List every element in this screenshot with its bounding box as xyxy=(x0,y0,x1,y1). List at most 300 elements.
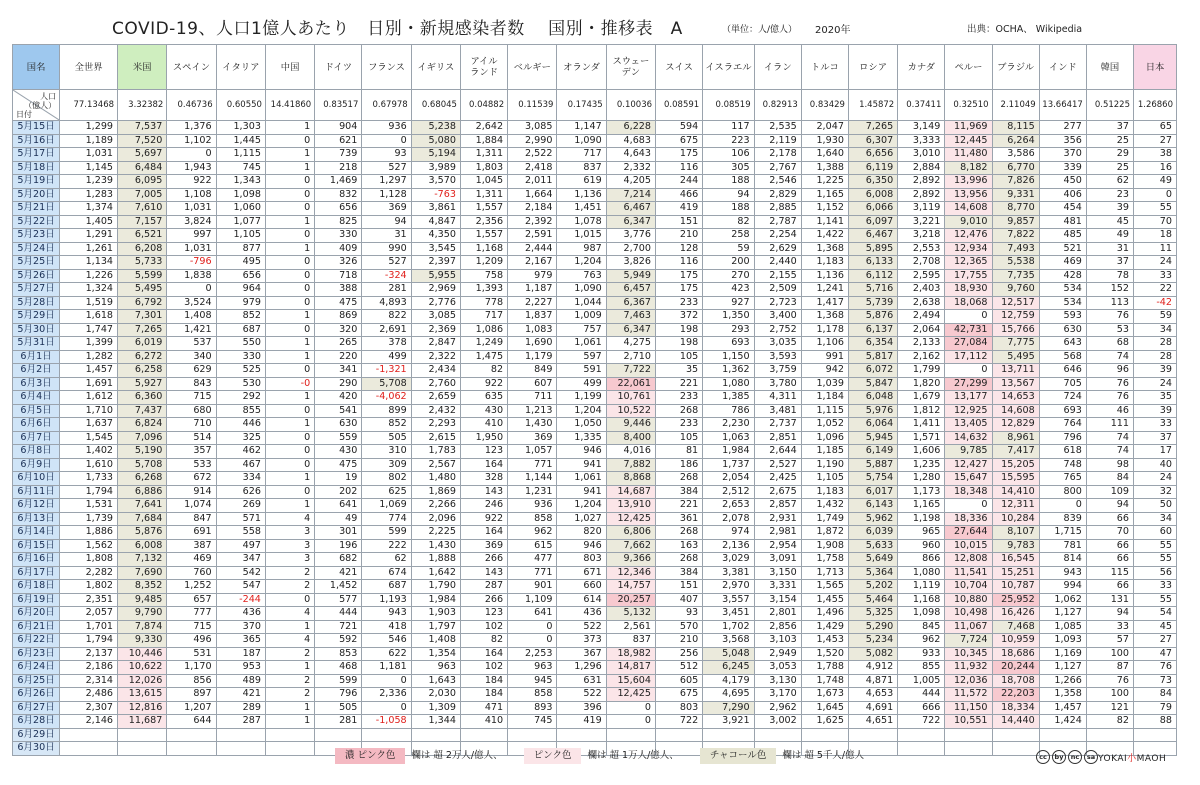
table-row xyxy=(13,175,1177,189)
value-cell: 7,610 xyxy=(118,202,167,216)
value-cell: 893 xyxy=(508,701,557,715)
value-cell: 0 xyxy=(265,296,314,310)
value-cell: 1 xyxy=(265,418,314,432)
value-cell: 1,152 xyxy=(801,202,848,216)
value-cell: 718 xyxy=(315,269,362,283)
value-cell: 2,162 xyxy=(898,350,945,364)
population-cell: 2.11049 xyxy=(992,90,1039,121)
value-cell: 221 xyxy=(656,499,703,513)
value-cell: 269 xyxy=(216,499,265,513)
value-cell: 233 xyxy=(656,418,703,432)
value-cell: 2,509 xyxy=(754,283,801,297)
value-cell: 2,444 xyxy=(508,242,557,256)
value-cell: 82 xyxy=(460,634,507,648)
value-cell: 960 xyxy=(898,539,945,553)
value-cell: 597 xyxy=(557,350,606,364)
value-cell: 2,857 xyxy=(754,499,801,513)
value-cell: 19 xyxy=(315,472,362,486)
value-cell: 39 xyxy=(1134,404,1177,418)
value-cell: 1,430 xyxy=(411,539,460,553)
value-cell: 2,710 xyxy=(606,350,655,364)
value-cell: 568 xyxy=(1039,350,1086,364)
value-cell xyxy=(411,728,460,742)
table-row xyxy=(13,661,1177,675)
value-cell: 475 xyxy=(315,458,362,472)
value-cell: 693 xyxy=(1039,404,1086,418)
value-cell: 59 xyxy=(703,242,754,256)
value-cell: 1,296 xyxy=(557,661,606,675)
population-cell: 0.17435 xyxy=(557,90,606,121)
value-cell: 781 xyxy=(1039,539,1086,553)
value-cell: 25 xyxy=(1086,134,1133,148)
value-cell: 25,952 xyxy=(992,593,1039,607)
value-cell: 837 xyxy=(557,161,606,175)
value-cell: 869 xyxy=(315,310,362,324)
value-cell: 963 xyxy=(508,661,557,675)
cases-table xyxy=(12,44,1177,756)
date-label: 日付 xyxy=(16,110,32,119)
value-cell: 131 xyxy=(1086,593,1133,607)
table-row xyxy=(13,688,1177,702)
value-cell: 1,812 xyxy=(898,404,945,418)
value-cell: 1,096 xyxy=(801,431,848,445)
value-cell: 739 xyxy=(315,148,362,162)
value-cell: 1,185 xyxy=(801,445,848,459)
date-cell: 5月16日 xyxy=(13,134,60,148)
value-cell: 186 xyxy=(656,458,703,472)
value-cell: 266 xyxy=(460,593,507,607)
value-cell: 3,130 xyxy=(754,674,801,688)
value-cell: 123 xyxy=(460,445,507,459)
value-cell: 47 xyxy=(1134,647,1177,661)
value-cell: 496 xyxy=(167,634,216,648)
value-cell: 14,608 xyxy=(945,202,992,216)
value-cell: 11,067 xyxy=(945,620,992,634)
value-cell: 1,062 xyxy=(1039,593,1086,607)
value-cell: 12,816 xyxy=(118,701,167,715)
value-cell: 682 xyxy=(315,553,362,567)
value-cell: 6,149 xyxy=(848,445,897,459)
value-cell: 901 xyxy=(508,580,557,594)
value-cell: 406 xyxy=(1039,188,1086,202)
value-cell: 143 xyxy=(460,485,507,499)
value-cell: 629 xyxy=(167,364,216,378)
value-cell: 1,204 xyxy=(557,404,606,418)
value-cell: 5,082 xyxy=(848,647,897,661)
value-cell: 2,293 xyxy=(411,418,460,432)
value-cell: 105 xyxy=(656,350,703,364)
value-cell: 12,311 xyxy=(992,499,1039,513)
value-cell: 421 xyxy=(216,688,265,702)
value-cell: 11,932 xyxy=(945,661,992,675)
value-cell: 2,644 xyxy=(754,445,801,459)
value-cell: 6,272 xyxy=(118,350,167,364)
value-cell: 9,857 xyxy=(992,215,1039,229)
value-cell: 1,545 xyxy=(60,431,118,445)
value-cell: 11 xyxy=(1134,242,1177,256)
value-cell: 1 xyxy=(265,715,314,729)
value-cell: 14,817 xyxy=(606,661,655,675)
value-cell: 7,735 xyxy=(992,269,1039,283)
value-cell: 4,893 xyxy=(362,296,411,310)
value-cell: 330 xyxy=(216,350,265,364)
value-cell: 5,495 xyxy=(118,283,167,297)
value-cell: 76 xyxy=(1086,377,1133,391)
date-cell: 6月26日 xyxy=(13,688,60,702)
value-cell: 10,622 xyxy=(118,661,167,675)
value-cell: 897 xyxy=(167,688,216,702)
value-cell: 40 xyxy=(1134,458,1177,472)
value-cell: 674 xyxy=(362,566,411,580)
value-cell: 1,393 xyxy=(460,283,507,297)
value-cell xyxy=(656,728,703,742)
value-cell: 715 xyxy=(167,391,216,405)
value-cell: 7,301 xyxy=(118,310,167,324)
value-cell: 175 xyxy=(656,269,703,283)
value-cell: 436 xyxy=(557,607,606,621)
value-cell: 55 xyxy=(1134,202,1177,216)
value-cell: 800 xyxy=(1039,485,1086,499)
value-cell: 5,817 xyxy=(848,350,897,364)
value-cell: 35 xyxy=(1134,391,1177,405)
value-cell: 6,095 xyxy=(118,175,167,189)
value-cell: 3,481 xyxy=(754,404,801,418)
value-cell: 2,146 xyxy=(60,715,118,729)
value-cell: 593 xyxy=(1039,310,1086,324)
value-cell: 5,464 xyxy=(848,593,897,607)
value-cell: 11,480 xyxy=(945,148,992,162)
value-cell: 745 xyxy=(216,161,265,175)
value-cell: 1,231 xyxy=(508,485,557,499)
value-cell: 5,876 xyxy=(848,310,897,324)
value-cell: 1,102 xyxy=(167,134,216,148)
value-cell: 5,962 xyxy=(848,512,897,526)
table-row xyxy=(13,134,1177,148)
value-cell: 1,803 xyxy=(460,161,507,175)
value-cell: 117 xyxy=(703,121,754,135)
table-row xyxy=(13,539,1177,553)
value-cell: 7,157 xyxy=(118,215,167,229)
value-cell: 542 xyxy=(216,566,265,580)
value-cell: -324 xyxy=(362,269,411,283)
value-cell: 3,381 xyxy=(703,566,754,580)
value-cell: 23 xyxy=(1086,188,1133,202)
value-cell: 10,551 xyxy=(945,715,992,729)
population-cell: 3.32382 xyxy=(118,90,167,121)
value-cell: 626 xyxy=(216,485,265,499)
value-cell: 1 xyxy=(265,391,314,405)
value-cell: 994 xyxy=(1039,580,1086,594)
value-cell: 467 xyxy=(216,458,265,472)
value-cell: -4,062 xyxy=(362,391,411,405)
value-cell: 765 xyxy=(1039,472,1086,486)
value-cell: 6,521 xyxy=(118,229,167,243)
value-cell: 1,362 xyxy=(703,364,754,378)
value-cell: 2,970 xyxy=(703,580,754,594)
value-cell: 202 xyxy=(315,485,362,499)
table-body xyxy=(13,121,1177,756)
value-cell: 2,737 xyxy=(754,418,801,432)
value-cell: 1,557 xyxy=(460,202,507,216)
value-cell: 12,425 xyxy=(606,512,655,526)
value-cell: 357 xyxy=(167,445,216,459)
value-cell: 5,048 xyxy=(703,647,754,661)
value-cell: 220 xyxy=(315,350,362,364)
value-cell: 20,244 xyxy=(992,661,1039,675)
value-cell: 2,351 xyxy=(60,593,118,607)
table-row xyxy=(13,607,1177,621)
value-cell: 3 xyxy=(265,539,314,553)
value-cell: 410 xyxy=(460,715,507,729)
value-cell: 46 xyxy=(1086,404,1133,418)
value-cell: 1,031 xyxy=(60,148,118,162)
table-row xyxy=(13,458,1177,472)
value-cell: 9,760 xyxy=(992,283,1039,297)
value-cell: 17,112 xyxy=(945,350,992,364)
value-cell: 1,430 xyxy=(508,418,557,432)
country-header: ブラジル xyxy=(992,45,1039,90)
value-cell: 527 xyxy=(362,161,411,175)
value-cell: 4,871 xyxy=(848,674,897,688)
value-cell: 39 xyxy=(1134,364,1177,378)
value-cell: 675 xyxy=(656,134,703,148)
value-cell: 13,405 xyxy=(945,418,992,432)
value-cell: 74 xyxy=(1086,350,1133,364)
value-cell: 9,783 xyxy=(992,539,1039,553)
value-cell: 6,484 xyxy=(118,161,167,175)
value-cell: 1,311 xyxy=(460,148,507,162)
value-cell: 1,261 xyxy=(60,242,118,256)
value-cell xyxy=(992,728,1039,742)
date-cell: 6月25日 xyxy=(13,674,60,688)
value-cell: 6,112 xyxy=(848,269,897,283)
country-header: 全世界 xyxy=(60,45,118,90)
value-cell: 1,562 xyxy=(60,539,118,553)
date-cell: 6月5日 xyxy=(13,404,60,418)
value-cell: 387 xyxy=(167,539,216,553)
value-cell: -1,058 xyxy=(362,715,411,729)
value-cell xyxy=(216,742,265,756)
value-cell: 1 xyxy=(265,161,314,175)
value-cell: 109 xyxy=(1086,485,1133,499)
date-cell: 5月23日 xyxy=(13,229,60,243)
value-cell: 1 xyxy=(265,472,314,486)
value-cell: 4,205 xyxy=(606,175,655,189)
population-cell: 0.46736 xyxy=(167,90,216,121)
value-cell: 11,572 xyxy=(945,688,992,702)
value-cell: 1,074 xyxy=(167,499,216,513)
table-row xyxy=(13,715,1177,729)
value-cell: 965 xyxy=(898,526,945,540)
value-cell: 1,061 xyxy=(557,472,606,486)
value-cell: 233 xyxy=(656,391,703,405)
value-cell: 1,758 xyxy=(801,553,848,567)
value-cell: 941 xyxy=(557,458,606,472)
value-cell: 18,930 xyxy=(945,283,992,297)
value-cell: 1,733 xyxy=(60,472,118,486)
value-cell: 365 xyxy=(216,634,265,648)
value-cell: 339 xyxy=(1039,161,1086,175)
value-cell: 853 xyxy=(315,647,362,661)
value-cell: 630 xyxy=(1039,323,1086,337)
value-cell: 14,687 xyxy=(606,485,655,499)
value-cell: 8,400 xyxy=(606,431,655,445)
value-cell: 6,019 xyxy=(118,337,167,351)
date-cell: 6月13日 xyxy=(13,512,60,526)
value-cell: 9,331 xyxy=(992,188,1039,202)
value-cell: 27 xyxy=(1134,634,1177,648)
value-cell: 328 xyxy=(460,472,507,486)
value-cell: 505 xyxy=(315,701,362,715)
legend-charcoal-swatch: チャコール色 xyxy=(700,748,777,764)
value-cell: 24 xyxy=(1134,377,1177,391)
value-cell: 2,962 xyxy=(754,701,801,715)
country-header: ペルー xyxy=(945,45,992,90)
value-cell: 605 xyxy=(656,674,703,688)
value-cell: 621 xyxy=(315,134,362,148)
value-cell: 49 xyxy=(1086,229,1133,243)
value-cell: 10,761 xyxy=(606,391,655,405)
value-cell: 2,054 xyxy=(703,472,754,486)
value-cell: 233 xyxy=(656,296,703,310)
value-cell: 1,838 xyxy=(167,269,216,283)
value-cell: 7,822 xyxy=(992,229,1039,243)
country-header: インド xyxy=(1039,45,1086,90)
value-cell: 2 xyxy=(265,674,314,688)
value-cell: 2,567 xyxy=(411,458,460,472)
value-cell: 2,178 xyxy=(754,148,801,162)
value-cell: 1,283 xyxy=(60,188,118,202)
value-cell: 113 xyxy=(1086,296,1133,310)
date-cell: 6月9日 xyxy=(13,458,60,472)
value-cell: 2,553 xyxy=(898,242,945,256)
table-row xyxy=(13,485,1177,499)
value-cell: 858 xyxy=(508,688,557,702)
value-cell: 1,445 xyxy=(216,134,265,148)
value-cell: 12,346 xyxy=(606,566,655,580)
value-cell: 2,356 xyxy=(460,215,507,229)
value-cell: 6,354 xyxy=(848,337,897,351)
value-cell: 18,334 xyxy=(992,701,1039,715)
value-cell: 7,417 xyxy=(992,445,1039,459)
value-cell: 12,517 xyxy=(992,296,1039,310)
table-row xyxy=(13,499,1177,513)
value-cell: 281 xyxy=(362,283,411,297)
value-cell: 6,008 xyxy=(848,188,897,202)
value-cell: 1,080 xyxy=(898,566,945,580)
value-cell: 94 xyxy=(703,188,754,202)
value-cell: 444 xyxy=(898,688,945,702)
value-cell: 1,612 xyxy=(60,391,118,405)
value-cell: 106 xyxy=(703,148,754,162)
value-cell: 334 xyxy=(216,472,265,486)
value-cell: 1,888 xyxy=(411,553,460,567)
date-cell: 6月15日 xyxy=(13,539,60,553)
value-cell: 979 xyxy=(508,269,557,283)
value-cell: 1,748 xyxy=(801,674,848,688)
value-cell: 2,332 xyxy=(606,161,655,175)
value-cell: 1,457 xyxy=(1039,701,1086,715)
value-cell: 418 xyxy=(362,620,411,634)
value-cell: 116 xyxy=(656,161,703,175)
value-cell: 1,399 xyxy=(60,337,118,351)
table-row xyxy=(13,337,1177,351)
value-cell: 268 xyxy=(656,404,703,418)
table-row xyxy=(13,404,1177,418)
date-cell: 6月28日 xyxy=(13,715,60,729)
value-cell: 55 xyxy=(1134,593,1177,607)
value-cell: 3,218 xyxy=(898,229,945,243)
value-cell: 987 xyxy=(557,242,606,256)
value-cell: 469 xyxy=(1039,256,1086,270)
value-cell: 2,096 xyxy=(411,512,460,526)
value-cell: 1,187 xyxy=(508,283,557,297)
value-cell: 477 xyxy=(508,553,557,567)
value-cell: 7,463 xyxy=(606,310,655,324)
value-cell: 33 xyxy=(1086,620,1133,634)
value-cell: 5,290 xyxy=(848,620,897,634)
value-cell: 577 xyxy=(315,593,362,607)
date-cell: 5月31日 xyxy=(13,337,60,351)
value-cell: 717 xyxy=(557,148,606,162)
value-cell: 1,606 xyxy=(898,445,945,459)
value-cell: 1,190 xyxy=(801,458,848,472)
value-cell: 27,644 xyxy=(945,526,992,540)
value-cell: 1,169 xyxy=(1039,647,1086,661)
value-cell: 607 xyxy=(508,377,557,391)
value-cell: 2,425 xyxy=(754,472,801,486)
value-cell: 164 xyxy=(460,526,507,540)
value-cell: 6,097 xyxy=(848,215,897,229)
value-cell: 151 xyxy=(656,580,703,594)
value-cell: 471 xyxy=(460,701,507,715)
value-cell: 59 xyxy=(1134,310,1177,324)
value-cell: 592 xyxy=(315,634,362,648)
value-cell: 2,752 xyxy=(754,323,801,337)
value-cell: 188 xyxy=(703,175,754,189)
value-cell: 2 xyxy=(265,647,314,661)
value-cell: 1,063 xyxy=(703,431,754,445)
source-note: 出典：OCHA、 Wikipedia xyxy=(967,24,1083,35)
value-cell: 419 xyxy=(557,715,606,729)
value-cell: 10,446 xyxy=(118,647,167,661)
value-cell: 2,981 xyxy=(754,526,801,540)
value-cell: 2,787 xyxy=(754,215,801,229)
value-cell: 33 xyxy=(1134,418,1177,432)
value-cell: 550 xyxy=(216,337,265,351)
value-cell: 1,183 xyxy=(801,256,848,270)
table-row xyxy=(13,364,1177,378)
value-cell: 1,453 xyxy=(801,634,848,648)
date-cell: 6月3日 xyxy=(13,377,60,391)
value-cell: 0 xyxy=(265,269,314,283)
value-cell: 18 xyxy=(1134,229,1177,243)
value-cell: 1,837 xyxy=(508,310,557,324)
value-cell: 724 xyxy=(1039,391,1086,405)
value-cell: 1,565 xyxy=(801,580,848,594)
population-cell: 0.08519 xyxy=(703,90,754,121)
value-cell: -1,321 xyxy=(362,364,411,378)
value-cell: 45 xyxy=(1086,215,1133,229)
value-cell: 4,275 xyxy=(606,337,655,351)
value-cell: 82 xyxy=(460,364,507,378)
value-cell: 3,002 xyxy=(754,715,801,729)
value-cell: 4,643 xyxy=(606,148,655,162)
value-cell: 1 xyxy=(265,337,314,351)
value-cell: 1,802 xyxy=(60,580,118,594)
date-cell: 6月18日 xyxy=(13,580,60,594)
value-cell: 388 xyxy=(315,283,362,297)
